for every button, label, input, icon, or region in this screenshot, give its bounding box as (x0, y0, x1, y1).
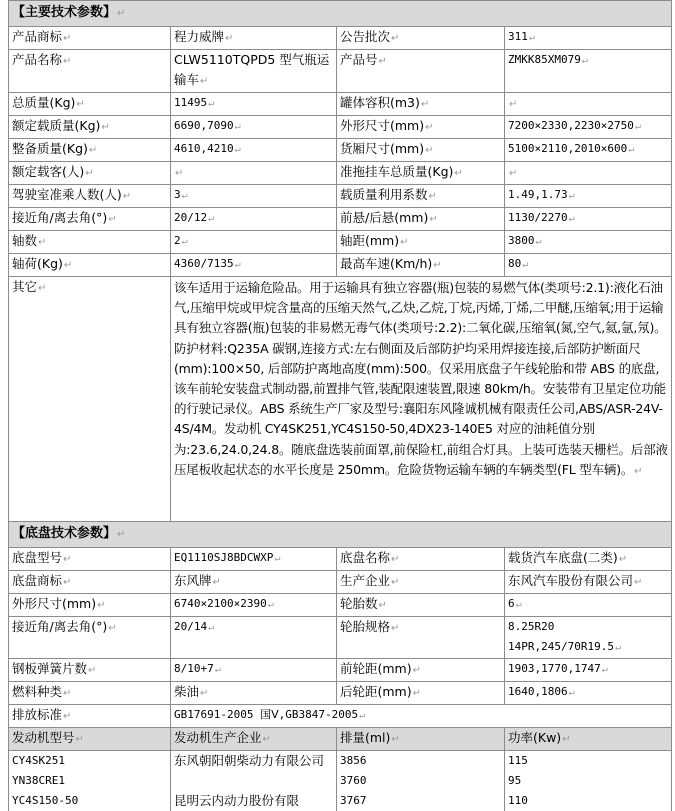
paragraph-mark: ↵ (200, 688, 209, 699)
paragraph-mark: ↵ (412, 665, 421, 676)
chassis-label-cell-text: 前轮距(mm) (340, 661, 412, 676)
paragraph-mark: ↵ (267, 599, 274, 610)
engine-displacement-cell-text: 3767 (340, 794, 367, 807)
param-label-cell-text: 接近角/离去角(°) (12, 210, 108, 225)
table-row (9, 139, 672, 162)
paragraph-mark: ↵ (208, 213, 215, 224)
param-label-cell (9, 185, 171, 208)
emission-value-cell (171, 705, 672, 728)
paragraph-mark: ↵ (63, 711, 72, 722)
param-label-cell (337, 116, 505, 139)
chassis-value-cell-text: 载货汽车底盘(二类) (508, 550, 618, 565)
param-label-cell-text: 载质量利用系数 (340, 187, 428, 202)
paragraph-mark: ↵ (359, 710, 366, 721)
param-value-cell (505, 185, 672, 208)
param-value-cell-text: 11495 (174, 96, 208, 109)
engine-displacement-cell-text: 3856 (340, 754, 367, 767)
paragraph-mark: ↵ (212, 577, 221, 588)
chassis-value-cell-text: 20/14 (174, 620, 208, 633)
param-label-cell (337, 231, 505, 254)
param-value-cell (171, 162, 337, 185)
table-row (9, 548, 672, 571)
paragraph-mark: ↵ (412, 688, 421, 699)
param-value-cell (171, 116, 337, 139)
paragraph-mark: ↵ (391, 554, 400, 565)
paragraph-mark: ↵ (63, 56, 72, 67)
paragraph-mark: ↵ (85, 168, 94, 179)
chassis-value-cell-text: 8.25R20 14PR,245/70R19.5 (508, 620, 614, 653)
other-label-cell-text: 其它 (12, 279, 38, 294)
param-label-cell (337, 162, 505, 185)
param-label-cell-text: 货厢尺寸(mm) (340, 141, 425, 156)
param-label-cell-text: 整备质量(Kg) (12, 141, 88, 156)
paragraph-mark: ↵ (181, 190, 188, 201)
paragraph-mark: ↵ (97, 600, 106, 611)
engine-maker-cell-text: 东风朝阳朝柴动力有限公司 (174, 753, 325, 768)
engine-header-cell (171, 728, 337, 751)
param-label-cell (337, 208, 505, 231)
paragraph-mark: ↵ (63, 260, 73, 271)
chassis-value-cell (171, 548, 337, 571)
paragraph-mark: ↵ (425, 145, 434, 156)
paragraph-mark: ↵ (38, 283, 47, 294)
table-row (9, 208, 672, 231)
param-value-cell (505, 162, 672, 185)
paragraph-mark: ↵ (63, 33, 72, 44)
param-label-cell (9, 139, 171, 162)
chassis-label-cell (9, 594, 171, 617)
engine-header-cell (505, 728, 672, 751)
engine-power-cell (505, 751, 672, 772)
param-label-cell (9, 93, 171, 116)
other-description-cell (171, 277, 672, 522)
emission-value-cell-text: GB17691-2005 国Ⅴ,GB3847-2005 (174, 708, 359, 721)
engine-maker-cell (171, 791, 337, 811)
emission-label-cell (9, 705, 171, 728)
engine-row (9, 751, 672, 772)
param-label-cell (337, 93, 505, 116)
param-value-cell (505, 208, 672, 231)
param-label-cell-text: 外形尺寸(mm) (340, 118, 425, 133)
chassis-value-cell-text: 东风汽车股份有限公司 (508, 573, 634, 588)
chassis-value-cell (505, 571, 672, 594)
param-label-cell (337, 139, 505, 162)
paragraph-mark: ↵ (425, 122, 434, 133)
engine-power-cell-text: 115 (508, 754, 528, 767)
paragraph-mark: ↵ (634, 577, 643, 588)
engine-header-cell (337, 728, 505, 751)
paragraph-mark: ↵ (378, 600, 387, 611)
paragraph-mark: ↵ (391, 734, 400, 745)
chassis-label-cell-text: 燃料种类 (12, 684, 63, 699)
chassis-label-cell (337, 594, 505, 617)
main-params-title-cell (9, 1, 672, 27)
param-label-cell-text: 产品号 (340, 52, 378, 67)
paragraph-mark: ↵ (208, 622, 215, 633)
chassis-label-cell (9, 617, 171, 659)
paragraph-mark: ↵ (420, 99, 430, 110)
table-row (9, 162, 672, 185)
chassis-label-cell (9, 548, 171, 571)
chassis-label-cell (337, 682, 505, 705)
chassis-label-cell (9, 682, 171, 705)
param-label-cell-text: 罐体容积(m3) (340, 95, 420, 110)
paragraph-mark: ↵ (454, 168, 463, 179)
other-label-cell (9, 277, 171, 522)
paragraph-mark: ↵ (391, 33, 400, 44)
paragraph-mark: ↵ (234, 144, 241, 155)
paragraph-mark: ↵ (262, 734, 271, 745)
engine-maker-cell-text: 昆明云内动力股份有限 (174, 793, 300, 808)
engine-model-cell (9, 771, 171, 791)
engine-power-cell-text: 95 (508, 774, 522, 787)
param-label-cell (337, 254, 505, 277)
paragraph-mark: ↵ (433, 260, 442, 271)
param-label-cell-text: 额定载客(人) (12, 164, 85, 179)
chassis-value-cell-text: 1903,1770,1747 (508, 662, 601, 675)
chassis-label-cell-text: 后轮距(mm) (340, 684, 412, 699)
paragraph-mark: ↵ (515, 599, 522, 610)
chassis-value-cell-text: 8/10+7 (174, 662, 214, 675)
table-row (9, 571, 672, 594)
param-value-cell (171, 50, 337, 93)
param-label-cell-text: 额定载质量(Kg) (12, 118, 101, 133)
paragraph-mark: ↵ (509, 168, 518, 179)
chassis-params-header-row (9, 522, 672, 548)
paragraph-mark: ↵ (200, 76, 209, 87)
chassis-label-cell-text: 轮胎规格 (340, 619, 391, 634)
paragraph-mark: ↵ (509, 99, 518, 110)
chassis-value-cell-text: 1640,1806 (508, 685, 568, 698)
chassis-value-cell (171, 594, 337, 617)
chassis-label-cell (337, 617, 505, 659)
chassis-value-cell (505, 617, 672, 659)
chassis-value-cell-text: 柴油 (174, 684, 200, 699)
table-row (9, 594, 672, 617)
engine-model-cell (9, 791, 171, 811)
paragraph-mark: ↵ (108, 623, 117, 634)
engine-header-cell-text: 排量(ml) (340, 730, 391, 745)
param-value-cell-text: 3800 (508, 234, 535, 247)
table-row (9, 116, 672, 139)
chassis-label-cell-text: 底盘型号 (12, 550, 63, 565)
emission-label-cell-text: 排放标准 (12, 707, 63, 722)
paragraph-mark: ↵ (208, 98, 215, 109)
param-value-cell (505, 27, 672, 50)
param-label-cell (337, 27, 505, 50)
param-value-cell-text: 2 (174, 234, 181, 247)
param-label-cell (9, 116, 171, 139)
paragraph-mark: ↵ (117, 529, 126, 540)
chassis-label-cell-text: 底盘名称 (340, 550, 391, 565)
table-row (9, 93, 672, 116)
engine-power-cell (505, 791, 672, 811)
param-value-cell-text: 1130/2270 (508, 211, 568, 224)
param-label-cell-text: 公告批次 (340, 29, 391, 44)
paragraph-mark: ↵ (63, 577, 72, 588)
param-value-cell-text: 3 (174, 188, 181, 201)
table-row (9, 50, 672, 93)
engine-maker-cell (171, 771, 337, 791)
paragraph-mark: ↵ (117, 8, 126, 19)
chassis-label-cell-text: 钢板弹簧片数 (12, 661, 88, 676)
param-label-cell (9, 27, 171, 50)
paragraph-mark: ↵ (234, 259, 241, 270)
param-label-cell-text: 前悬/后悬(mm) (340, 210, 429, 225)
paragraph-mark: ↵ (214, 664, 221, 675)
param-value-cell-text: 4360/7135 (174, 257, 234, 270)
paragraph-mark: ↵ (522, 259, 529, 270)
param-value-cell (171, 93, 337, 116)
paragraph-mark: ↵ (76, 99, 85, 110)
paragraph-mark: ↵ (234, 121, 241, 132)
engine-row (9, 771, 672, 791)
param-value-cell-text: 7200×2330,2230×2750 (508, 119, 634, 132)
engine-header-cell-text: 发动机型号 (12, 730, 75, 745)
table-row (9, 659, 672, 682)
chassis-label-cell (337, 548, 505, 571)
engine-displacement-cell (337, 771, 505, 791)
param-value-cell-text: 5100×2110,2010×600 (508, 142, 628, 155)
param-value-cell (171, 254, 337, 277)
chassis-label-cell-text: 底盘商标 (12, 573, 63, 588)
param-label-cell-text: 最高车速(Km/h) (340, 256, 433, 271)
paragraph-mark: ↵ (391, 623, 400, 634)
engine-header-cell-text: 发动机生产企业 (174, 730, 262, 745)
param-value-cell (505, 93, 672, 116)
paragraph-mark: ↵ (75, 734, 84, 745)
param-value-cell (505, 139, 672, 162)
param-value-cell-text: 1.49,1.73 (508, 188, 568, 201)
chassis-value-cell (171, 571, 337, 594)
table-row (9, 254, 672, 277)
param-value-cell-text: ZMKK85XM079 (508, 53, 581, 66)
paragraph-mark: ↵ (38, 237, 47, 248)
paragraph-mark: ↵ (391, 577, 400, 588)
param-value-cell-text: 80 (508, 257, 522, 270)
paragraph-mark: ↵ (634, 121, 641, 132)
chassis-value-cell (505, 682, 672, 705)
engine-model-cell (9, 751, 171, 772)
param-value-cell (171, 231, 337, 254)
paragraph-mark: ↵ (122, 191, 132, 202)
param-value-cell (505, 116, 672, 139)
chassis-value-cell (505, 548, 672, 571)
param-value-cell (171, 139, 337, 162)
engine-maker-cell (171, 751, 337, 772)
paragraph-mark: ↵ (618, 554, 628, 565)
param-value-cell (505, 254, 672, 277)
engine-displacement-cell (337, 751, 505, 772)
param-label-cell (9, 231, 171, 254)
paragraph-mark: ↵ (634, 465, 643, 477)
paragraph-mark: ↵ (601, 664, 608, 675)
table-row (9, 617, 672, 659)
main-params-title: 【主要技术参数】 (12, 5, 117, 20)
paragraph-mark: ↵ (429, 214, 438, 225)
engine-header-cell (9, 728, 171, 751)
chassis-label-cell (9, 571, 171, 594)
param-value-cell (171, 27, 337, 50)
table-row (9, 682, 672, 705)
paragraph-mark: ↵ (628, 144, 635, 155)
param-label-cell (337, 50, 505, 93)
paragraph-mark: ↵ (274, 553, 281, 564)
main-params-header-row (9, 1, 672, 27)
param-label-cell-text: 准拖挂车总质量(Kg) (340, 164, 454, 179)
chassis-value-cell (171, 617, 337, 659)
paragraph-mark: ↵ (101, 122, 110, 133)
chassis-label-cell (337, 571, 505, 594)
param-label-cell-text: 驾驶室准乘人数(人) (12, 187, 122, 202)
param-label-cell (9, 254, 171, 277)
chassis-params-title-cell (9, 522, 672, 548)
paragraph-mark: ↵ (181, 236, 188, 247)
table-row (9, 185, 672, 208)
paragraph-mark: ↵ (614, 642, 621, 653)
param-value-cell-text: 6690,7090 (174, 119, 234, 132)
spec-table (8, 0, 672, 811)
paragraph-mark: ↵ (581, 55, 588, 66)
paragraph-mark: ↵ (528, 32, 535, 43)
param-value-cell-text: 程力威牌 (174, 29, 225, 44)
param-label-cell (9, 50, 171, 93)
param-label-cell-text: 总质量(Kg) (12, 95, 76, 110)
paragraph-mark: ↵ (568, 190, 575, 201)
param-label-cell-text: 轴荷(Kg) (12, 256, 63, 271)
paragraph-mark: ↵ (535, 236, 542, 247)
engine-model-cell-text: CY4SK251 (12, 754, 65, 767)
paragraph-mark: ↵ (378, 56, 387, 67)
param-value-cell (171, 185, 337, 208)
other-row (9, 277, 672, 522)
param-label-cell (9, 162, 171, 185)
paragraph-mark: ↵ (63, 554, 72, 565)
param-value-cell-text: 20/12 (174, 211, 208, 224)
param-label-cell (337, 185, 505, 208)
chassis-params-title-cell-text: 【底盘技术参数】 (12, 526, 117, 541)
paragraph-mark: ↵ (225, 33, 234, 44)
chassis-value-cell-text: 6 (508, 597, 515, 610)
paragraph-mark: ↵ (175, 168, 184, 179)
chassis-value-cell-text: 东风牌 (174, 573, 212, 588)
paragraph-mark: ↵ (562, 734, 571, 745)
paragraph-mark: ↵ (400, 237, 409, 248)
engine-displacement-cell (337, 791, 505, 811)
chassis-value-cell-text: 6740×2100×2390 (174, 597, 267, 610)
param-label-cell (9, 208, 171, 231)
paragraph-mark: ↵ (428, 191, 437, 202)
paragraph-mark: ↵ (108, 214, 117, 225)
paragraph-mark: ↵ (88, 665, 97, 676)
other-description-cell-text: 该车适用于运输危险品。用于运输具有独立容器(瓶)包装的易燃气体(类项号:2.1):液化石油气,压缩甲烷或甲烷含量高的压缩天然气,乙炔,乙烷,丁烷,丙烯,丁烯,二甲醚,压缩氧;用于运输具有独立容器(瓶)包装的非易燃无毒气体(类项号:2.2):二氧化碳,压缩氧(氮,空气,氦,氩,氖)。防护材料:Q235A 碳钢,连接方式:左右侧面及后部防护均采用焊接连接,后部防护断面尺(mm):100×50, 后部防护离地高度(mm):500。仅采用底盘子午线轮胎和带 ABS 的底盘,该车前轮安装盘式制动器,前置排气管,装配限速装置,限速 80km/h。安装带有卫星定位功能的行驶记录仪。ABS 系统生产厂家及型号:襄阳东风隆诚机械有限责任公司,ABS/ASR-24V-4S/4M。发动机 CY4SK251,YC4S150-50,4DX23-140E5 对应的油耗值分别为:23.6,24.0,24.8。随底盘选装前面罩,前保险杠,前组合灯具。上装可选装天栅栏。后部液压尾板收起状态的水平长度是 250mm。危险货物运输车辆的车辆类型(FL 型车辆)。 (174, 280, 668, 477)
param-label-cell-text: 产品商标 (12, 29, 63, 44)
chassis-label-cell-text: 生产企业 (340, 573, 391, 588)
engine-model-cell-text: YC4S150-50 (12, 794, 79, 807)
param-value-cell (171, 208, 337, 231)
param-value-cell-text: CLW5110TQPD5 型气瓶运输车 (174, 52, 330, 87)
chassis-value-cell (171, 682, 337, 705)
engine-power-cell-text: 110 (508, 794, 528, 807)
engine-model-cell-text: YN38CRE1 (12, 774, 65, 787)
param-value-cell-text: 4610,4210 (174, 142, 234, 155)
engine-power-cell (505, 771, 672, 791)
param-label-cell-text: 轴距(mm) (340, 233, 400, 248)
chassis-value-cell-text: EQ1110SJ8BDCWXP (174, 551, 274, 564)
table-row (9, 231, 672, 254)
chassis-label-cell-text: 接近角/离去角(°) (12, 619, 108, 634)
paragraph-mark: ↵ (568, 687, 575, 698)
param-label-cell-text: 轴数 (12, 233, 38, 248)
engine-header-cell-text: 功率(Kw) (508, 730, 562, 745)
engine-row (9, 791, 672, 811)
chassis-label-cell-text: 外形尺寸(mm) (12, 596, 97, 611)
chassis-value-cell (505, 594, 672, 617)
table-row (9, 27, 672, 50)
paragraph-mark: ↵ (63, 688, 72, 699)
chassis-value-cell (505, 659, 672, 682)
param-label-cell-text: 产品名称 (12, 52, 63, 67)
param-value-cell (505, 50, 672, 93)
engine-displacement-cell-text: 3760 (340, 774, 367, 787)
chassis-label-cell (9, 659, 171, 682)
chassis-label-cell-text: 轮胎数 (340, 596, 378, 611)
emission-row (9, 705, 672, 728)
chassis-value-cell (171, 659, 337, 682)
param-value-cell-text: 311 (508, 30, 528, 43)
engine-header-row (9, 728, 672, 751)
chassis-label-cell (337, 659, 505, 682)
paragraph-mark: ↵ (88, 145, 98, 156)
paragraph-mark: ↵ (568, 213, 575, 224)
param-value-cell (505, 231, 672, 254)
